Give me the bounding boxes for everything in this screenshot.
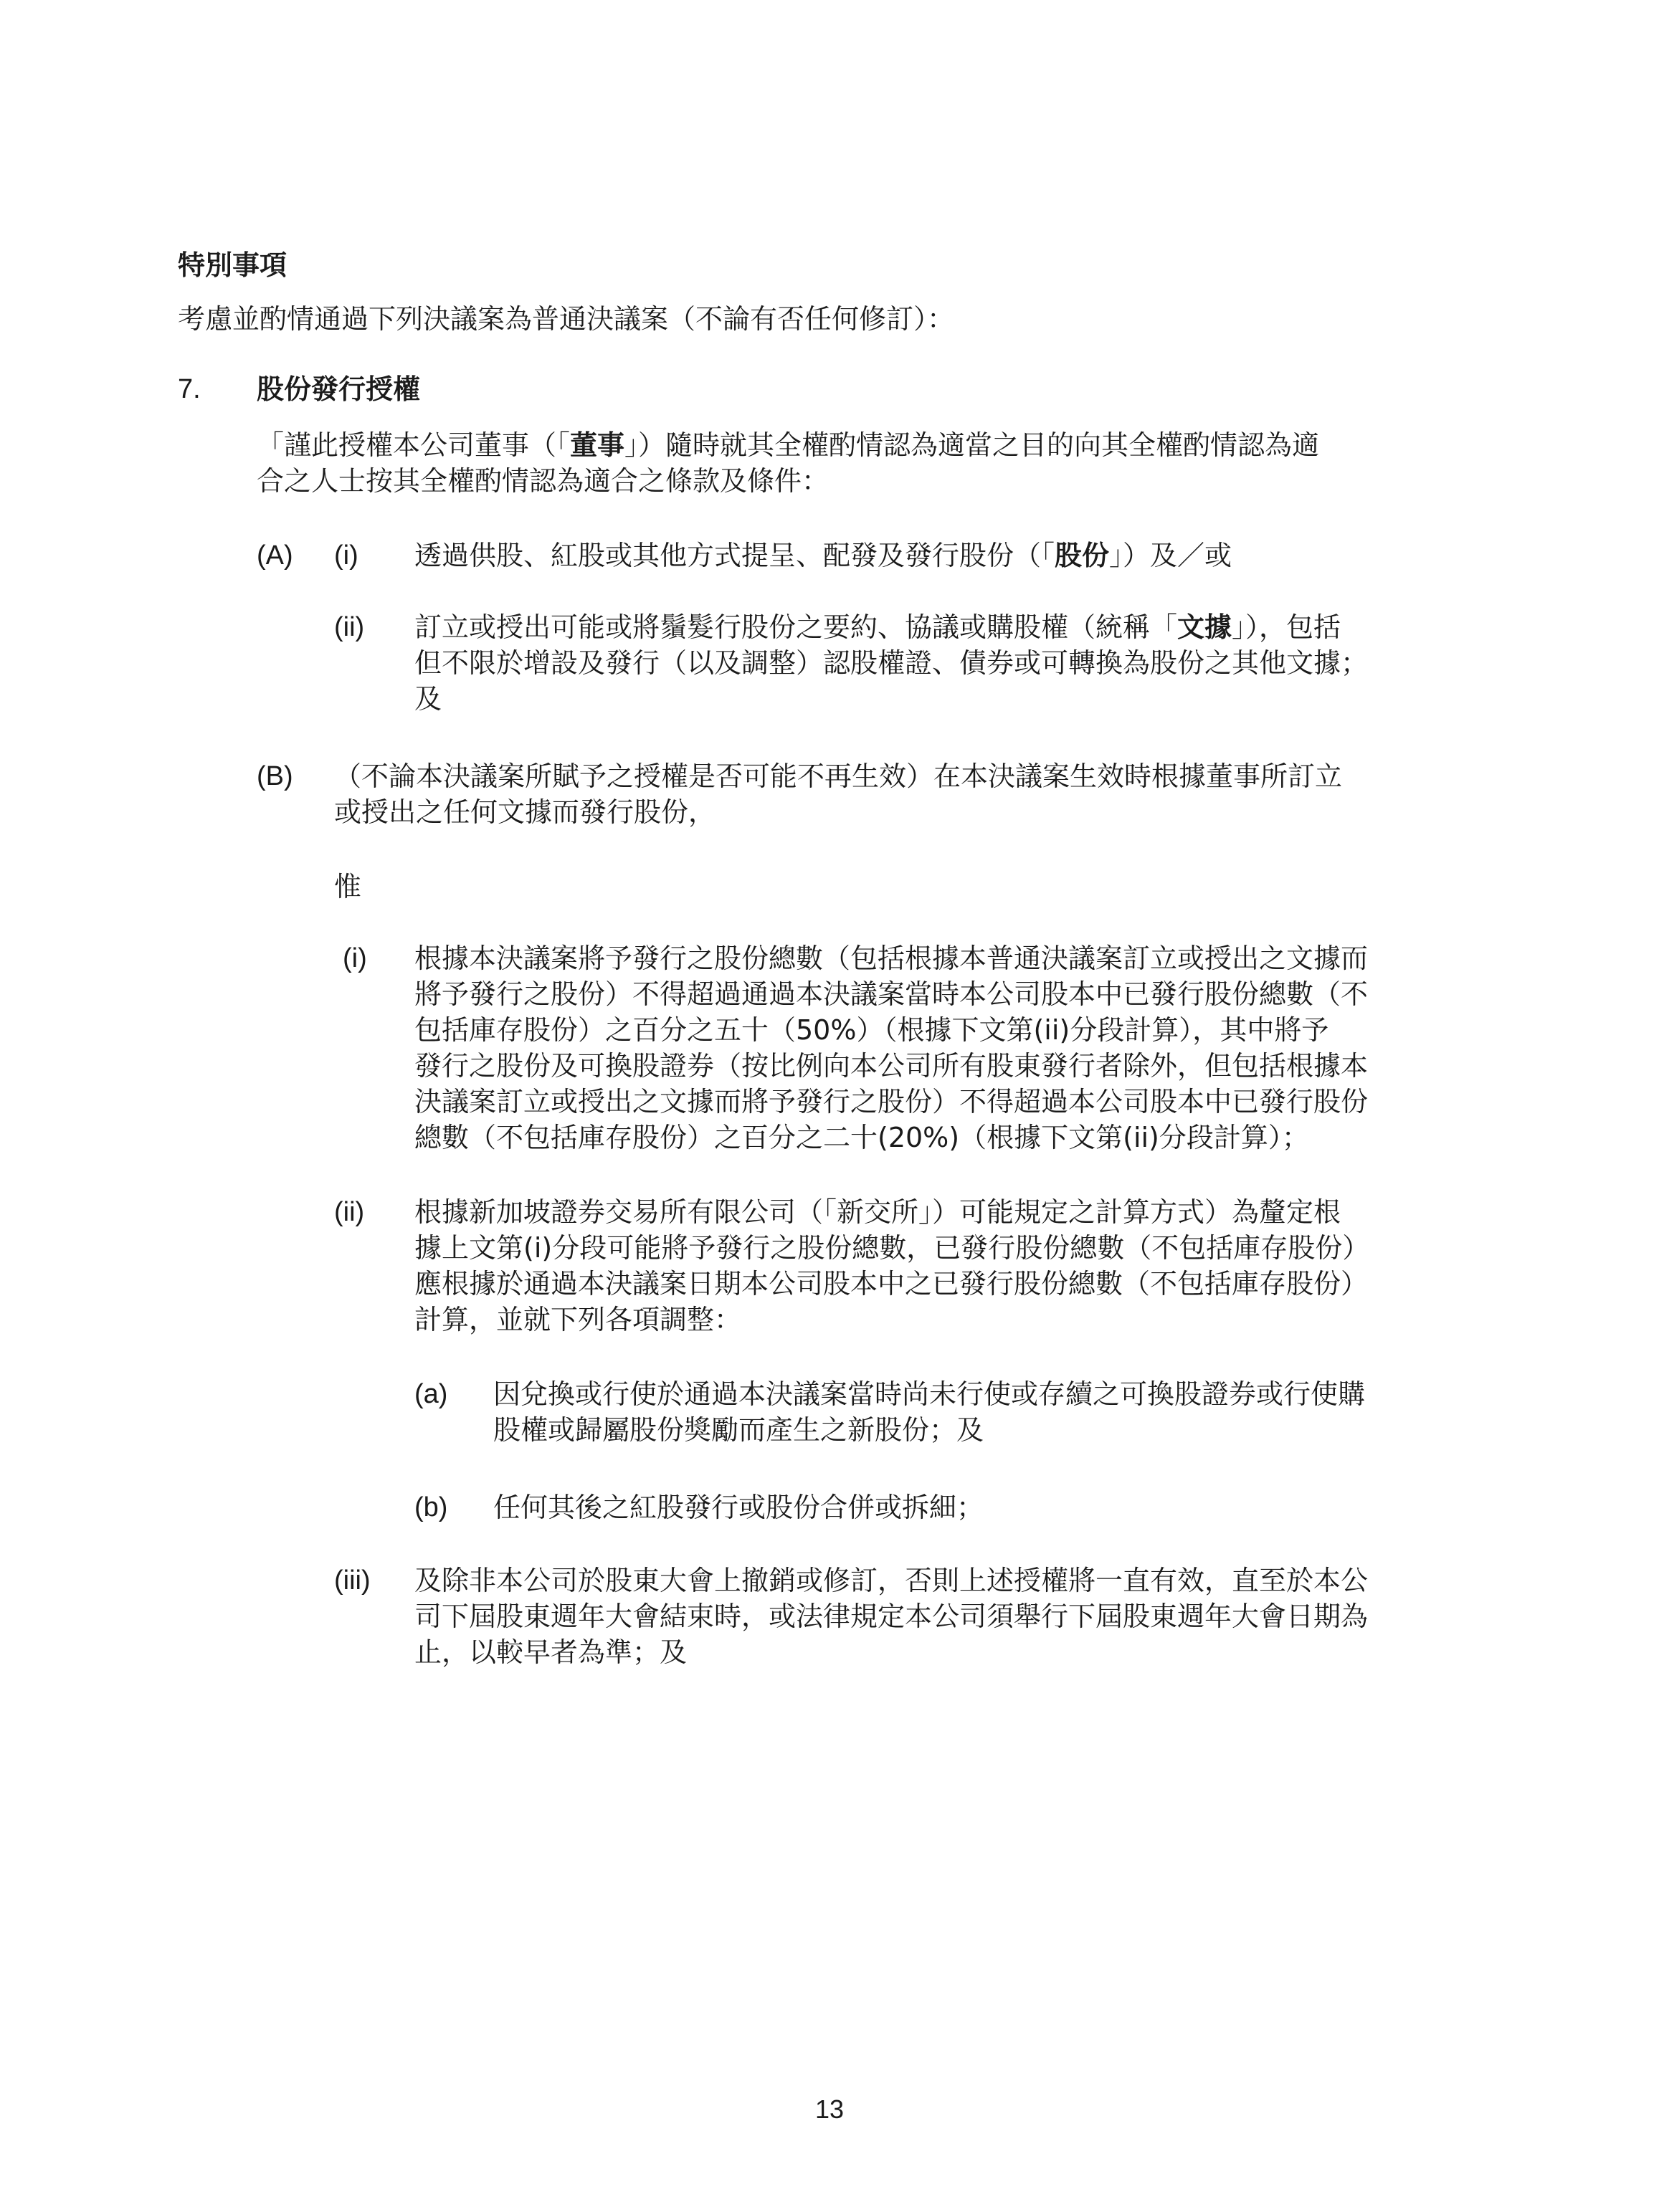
defined-term-directors: 董事: [570, 429, 625, 461]
condition-i-line-6: 總數（不包括庫存股份）之百分之二十(20%)（根據下文第(ii)分段計算）；: [414, 1122, 1309, 1153]
proviso-text: 惟: [334, 871, 362, 902]
sub-item-a-line-1: 因兌換或行使於通過本決議案當時尚未行使或存續之可換股證券或行使購: [493, 1378, 1366, 1410]
condition-ii-line-1: 根據新加坡證券交易所有限公司（「新交所」）可能規定之計算方式）為釐定根: [414, 1196, 1341, 1228]
preamble-line-2: 合之人士按其全權酌情認為適合之條款及條件：: [257, 465, 830, 497]
condition-i-line-2: 將予發行之股份）不得超過通過本決議案當時本公司股本中已發行股份總數（不: [414, 978, 1369, 1010]
condition-iii-line-2: 司下屆股東週年大會結束時，或法律規定本公司須舉行下屆股東週年大會日期為: [414, 1601, 1369, 1632]
defined-term-instruments: 文據: [1177, 611, 1232, 643]
condition-ii-line-2: 據上文第(i)分段可能將予發行之股份總數，已發行股份總數（不包括庫存股份）: [414, 1232, 1370, 1264]
page-number: 13: [814, 2094, 845, 2124]
item-a-ii-line-2: 但不限於增設及發行（以及調整）認股權證、債券或可轉換為股份之其他文據；: [414, 647, 1369, 679]
condition-ii-label: (ii): [334, 1197, 365, 1227]
item-b-line-2: 或授出之任何文據而發行股份，: [334, 796, 716, 828]
condition-i-label: (i): [343, 943, 367, 973]
sub-item-b-line-1: 任何其後之紅股發行或股份合併或拆細；: [493, 1492, 984, 1523]
condition-i-line-1: 根據本決議案將予發行之股份總數（包括根據本普通決議案訂立或授出之文據而: [414, 943, 1369, 974]
item-a-i-label: (i): [334, 540, 358, 571]
condition-iii-line-3: 止，以較早者為準；及: [414, 1636, 688, 1668]
condition-ii-line-4: 計算，並就下列各項調整：: [414, 1304, 742, 1335]
sub-item-a-line-2: 股權或歸屬股份獎勵而產生之新股份；及: [493, 1414, 984, 1446]
item-a-ii-line-3: 及: [414, 683, 442, 715]
defined-term-shares: 股份: [1055, 540, 1110, 571]
item-a-i-text: 透過供股、紅股或其他方式提呈、配發及發行股份（「股份」）及／或: [414, 540, 1232, 571]
section-title: 特別事項: [178, 249, 287, 281]
item-b-label: (B): [257, 761, 293, 791]
sub-item-a-label: (a): [414, 1379, 448, 1409]
item-a-ii-line-1: 訂立或授出可能或將鬚髮行股份之要約、協議或購股權（統稱「文據」），包括: [414, 611, 1341, 643]
sub-item-b-label: (b): [414, 1492, 448, 1522]
intro-text: 考慮並酌情通過下列決議案為普通決議案（不論有否任何修訂）：: [178, 303, 955, 335]
condition-i-line-4: 發行之股份及可換股證券（按比例向本公司所有股東發行者除外，但包括根據本: [414, 1050, 1369, 1082]
condition-iii-line-1: 及除非本公司於股東大會上撤銷或修訂，否則上述授權將一直有效，直至於本公: [414, 1565, 1369, 1596]
item-a-label: (A): [257, 540, 293, 571]
preamble-line-1: 「謹此授權本公司董事（「董事」）隨時就其全權酌情認為適當之目的向其全權酌情認為適: [257, 429, 1320, 461]
condition-iii-label: (iii): [334, 1565, 371, 1596]
resolution-title: 股份發行授權: [257, 373, 421, 405]
resolution-number: 7.: [178, 374, 201, 404]
item-b-line-1: （不論本決議案所賦予之授權是否可能不再生效）在本決議案生效時根據董事所訂立: [334, 761, 1343, 792]
condition-ii-line-3: 應根據於通過本決議案日期本公司股本中之已發行股份總數（不包括庫存股份）: [414, 1268, 1369, 1300]
condition-i-line-5: 決議案訂立或授出之文據而將予發行之股份）不得超過本公司股本中已發行股份: [414, 1086, 1369, 1117]
item-a-ii-label: (ii): [334, 612, 365, 642]
condition-i-line-3: 包括庫存股份）之百分之五十（50%）（根據下文第(ii)分段計算），其中將予: [414, 1014, 1329, 1046]
